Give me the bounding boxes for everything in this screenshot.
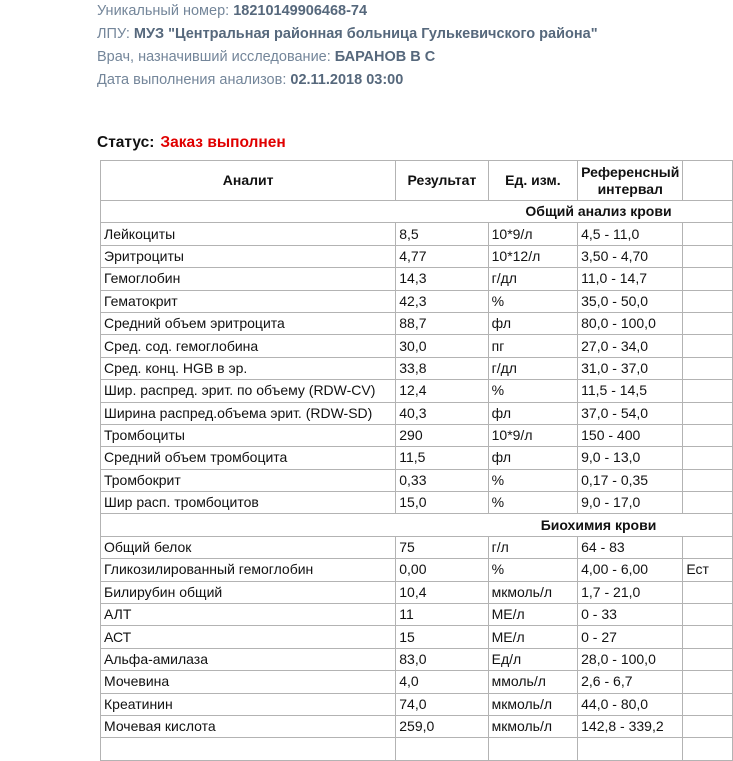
cell-ref: 80,0 - 100,0 [578,312,683,334]
section-title [101,201,733,223]
cell-unit [488,738,578,760]
cell-result: 0,00 [396,559,488,581]
cell-result: 74,0 [396,693,488,715]
unique-number-value: 18210149906468-74 [233,3,368,19]
results-body [101,201,733,761]
cell-ref: 9,0 - 13,0 [578,447,683,469]
cell-unit: г/л [488,536,578,558]
cell-analyte: Мочевина [101,671,396,693]
cell-ref: 9,0 - 17,0 [578,492,683,514]
table-row [101,290,733,312]
cell-ref: 27,0 - 34,0 [578,335,683,357]
header-analyte: Аналит [101,161,396,201]
cell-unit: фл [488,447,578,469]
cell-analyte: АЛТ [101,604,396,626]
cell-ref: 1,7 - 21,0 [578,581,683,603]
cell-note [683,648,733,670]
cell-note [683,492,733,514]
cell-ref: 0,17 - 0,35 [578,469,683,491]
cell-unit: % [488,469,578,491]
cell-unit: 10*12/л [488,245,578,267]
cell-note [683,581,733,603]
cell-ref: 142,8 - 339,2 [578,715,683,737]
cell-note [683,223,733,245]
table-row [101,738,733,760]
cell-result: 259,0 [396,715,488,737]
cell-analyte: Альфа-амилаза [101,648,396,670]
cell-result: 11,5 [396,447,488,469]
table-row [101,245,733,267]
cell-ref: 2,6 - 6,7 [578,671,683,693]
cell-note [683,380,733,402]
doctor-value: БАРАНОВ В С [334,49,436,65]
section-row [101,514,733,536]
cell-unit: 10*9/л [488,424,578,446]
cell-unit: мкмоль/л [488,715,578,737]
cell-analyte: АСТ [101,626,396,648]
cell-result: 14,3 [396,268,488,290]
cell-result: 12,4 [396,380,488,402]
unique-number-line [97,0,598,23]
table-row [101,402,733,424]
cell-ref: 44,0 - 80,0 [578,693,683,715]
cell-note: Ест [683,559,733,581]
table-row [101,268,733,290]
cell-unit: фл [488,402,578,424]
cell-result [396,738,488,760]
cell-unit: мкмоль/л [488,693,578,715]
lpu-label: ЛПУ: [97,26,134,42]
cell-unit: 10*9/л [488,223,578,245]
cell-result: 11 [396,604,488,626]
table-row [101,492,733,514]
section-title-text: Общий анализ крови [525,203,672,220]
cell-analyte: Общий белок [101,536,396,558]
cell-unit: г/дл [488,268,578,290]
cell-unit: мкмоль/л [488,581,578,603]
cell-ref: 37,0 - 54,0 [578,402,683,424]
table-row [101,559,733,581]
cell-note [683,626,733,648]
cell-analyte: Ширина распред.объема эрит. (RDW-SD) [101,402,396,424]
cell-result: 15,0 [396,492,488,514]
table-row [101,693,733,715]
table-row [101,671,733,693]
cell-analyte: Тромбокрит [101,469,396,491]
cell-note [683,357,733,379]
cell-note [683,447,733,469]
section-row [101,201,733,223]
cell-unit: % [488,492,578,514]
cell-note [683,738,733,760]
cell-ref: 64 - 83 [578,536,683,558]
cell-note [683,424,733,446]
header-reference: Референсный интервал [578,161,683,201]
cell-analyte: Гликозилированный гемоглобин [101,559,396,581]
table-row [101,581,733,603]
table-row [101,357,733,379]
cell-ref [578,738,683,760]
cell-analyte: Средний объем тромбоцита [101,447,396,469]
cell-analyte: Шир. распред. эрит. по объему (RDW-CV) [101,380,396,402]
cell-unit: фл [488,312,578,334]
cell-ref: 0 - 27 [578,626,683,648]
lpu-value: МУЗ "Центральная районная больница Гулькевичского района" [133,26,598,42]
cell-result: 290 [396,424,488,446]
cell-analyte: Тромбоциты [101,424,396,446]
cell-analyte: Мочевая кислота [101,715,396,737]
header-unit: Ед. изм. [488,161,578,201]
section-title-text: Биохимия крови [540,516,657,533]
table-row [101,335,733,357]
cell-analyte: Эритроциты [101,245,396,267]
cell-note [683,290,733,312]
cell-ref: 0 - 33 [578,604,683,626]
cell-analyte: Билирубин общий [101,581,396,603]
cell-result: 15 [396,626,488,648]
cell-ref: 28,0 - 100,0 [578,648,683,670]
order-status [97,134,286,152]
cell-analyte: Креатинин [101,693,396,715]
lpu-line [97,23,598,46]
cell-result: 42,3 [396,290,488,312]
header-extra [683,161,733,201]
cell-analyte: Шир расп. тромбоцитов [101,492,396,514]
table-row [101,715,733,737]
cell-unit: % [488,559,578,581]
table-row [101,312,733,334]
cell-unit: ммоль/л [488,671,578,693]
cell-note [683,469,733,491]
cell-result: 83,0 [396,648,488,670]
cell-result: 40,3 [396,402,488,424]
table-row [101,604,733,626]
cell-unit: МЕ/л [488,604,578,626]
cell-note [683,604,733,626]
cell-ref: 11,5 - 14,5 [578,380,683,402]
cell-analyte: Сред. сод. гемоглобина [101,335,396,357]
cell-result: 75 [396,536,488,558]
cell-result: 4,77 [396,245,488,267]
header-result: Результат [396,161,488,201]
cell-note [683,245,733,267]
results-table [100,160,733,761]
cell-unit: пг [488,335,578,357]
cell-unit: % [488,290,578,312]
cell-analyte: Гемоглобин [101,268,396,290]
cell-note [683,536,733,558]
date-line [97,69,598,92]
cell-ref: 11,0 - 14,7 [578,268,683,290]
doctor-line [97,46,598,69]
cell-unit: МЕ/л [488,626,578,648]
cell-ref: 35,0 - 50,0 [578,290,683,312]
cell-result: 8,5 [396,223,488,245]
status-label: Статус: [97,134,155,151]
status-badge: Заказ выполнен [160,134,286,151]
table-row [101,223,733,245]
table-row [101,380,733,402]
cell-ref: 4,5 - 11,0 [578,223,683,245]
cell-unit: г/дл [488,357,578,379]
cell-result: 30,0 [396,335,488,357]
unique-number-label: Уникальный номер: [97,3,234,19]
cell-analyte: Сред. конц. HGB в эр. [101,357,396,379]
cell-note [683,671,733,693]
cell-result: 33,8 [396,357,488,379]
cell-ref: 31,0 - 37,0 [578,357,683,379]
cell-unit: Ед/л [488,648,578,670]
cell-analyte: Лейкоциты [101,223,396,245]
table-row [101,626,733,648]
cell-unit: % [488,380,578,402]
date-label: Дата выполнения анализов: [97,72,291,88]
table-row [101,424,733,446]
order-info [97,0,598,92]
cell-result: 88,7 [396,312,488,334]
cell-note [683,715,733,737]
cell-ref: 3,50 - 4,70 [578,245,683,267]
table-row [101,469,733,491]
section-title [101,514,733,536]
cell-ref: 150 - 400 [578,424,683,446]
cell-result: 0,33 [396,469,488,491]
doctor-label: Врач, назначивший исследование: [97,49,335,65]
cell-analyte: Средний объем эритроцита [101,312,396,334]
cell-note [683,268,733,290]
date-value: 02.11.2018 03:00 [290,72,404,88]
table-header-row [101,161,733,201]
table-row [101,447,733,469]
cell-note [683,335,733,357]
cell-note [683,312,733,334]
cell-analyte: Гематокрит [101,290,396,312]
table-row [101,536,733,558]
table-row [101,648,733,670]
cell-result: 4,0 [396,671,488,693]
cell-analyte [101,738,396,760]
cell-note [683,402,733,424]
cell-ref: 4,00 - 6,00 [578,559,683,581]
cell-result: 10,4 [396,581,488,603]
cell-note [683,693,733,715]
